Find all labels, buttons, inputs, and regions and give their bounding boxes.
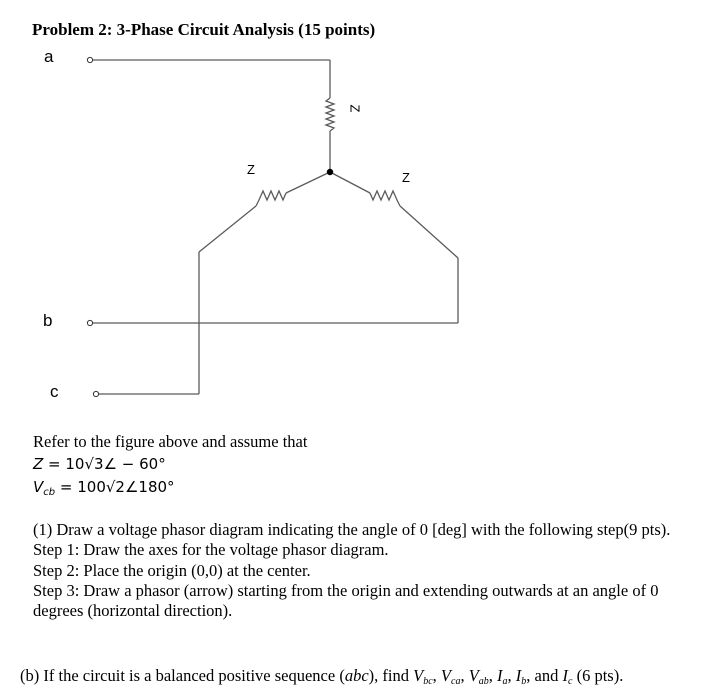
intro-text: Refer to the figure above and assume that — [33, 432, 308, 451]
node-c-label: c — [50, 382, 59, 401]
impedance-label-right: Z — [402, 170, 410, 185]
step-3-line1: Step 3: Draw a phasor (arrow) starting from the origin and extending outwards at an angle of 0 — [33, 581, 659, 600]
part1-instruction: (1) Draw a voltage phasor diagram indicating the angle of 0 [deg] with the following step(9 pts). — [33, 520, 671, 539]
z-value: = 10√3∠ − 60° — [43, 455, 166, 473]
resistor-top — [326, 98, 334, 131]
vcb-value: = 100√2∠180° — [55, 478, 175, 496]
node-a-label: a — [44, 47, 54, 66]
resistor-left — [256, 191, 286, 206]
terminal-a — [87, 57, 92, 62]
step-3-line2: degrees (horizontal direction). — [33, 601, 233, 620]
impedance-label-top: Z — [347, 104, 363, 113]
equation-vcb — [33, 478, 175, 498]
step-2: Step 2: Place the origin (0,0) at the center. — [33, 561, 311, 580]
node-b-label: b — [43, 311, 53, 330]
part-b-question: (b) If the circuit is a balanced positive sequence (abc), find $V_{bc}$, $V_{ca}$, $V_{ab}$, $I_a$, $I_b$, and $I_c$ (6 pts). — [20, 666, 624, 687]
terminal-b — [87, 320, 92, 325]
v-symbol: V — [33, 478, 44, 496]
step-1: Step 1: Draw the axes for the voltage phasor diagram. — [33, 540, 389, 559]
resistor-right — [370, 191, 400, 206]
terminal-c — [93, 391, 98, 396]
equation-z — [33, 455, 166, 473]
impedance-label-left: Z — [247, 162, 255, 177]
v-subscript: cb — [43, 487, 56, 498]
neutral-node — [327, 169, 333, 175]
problem-title: Problem 2: 3-Phase Circuit Analysis (15 points) — [32, 20, 376, 39]
z-symbol: Z — [33, 455, 44, 473]
